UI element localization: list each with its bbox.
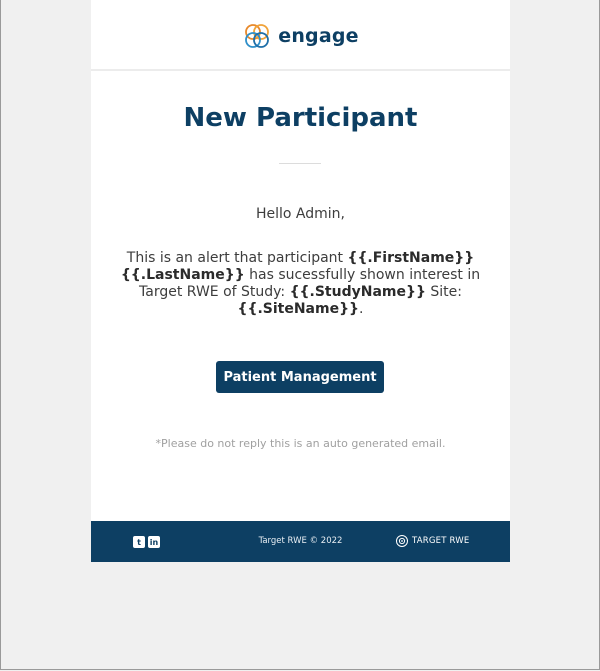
copyright-text: Target RWE © 2022 — [258, 536, 343, 546]
target-rwe-logo — [395, 534, 469, 548]
first-name-placeholder: {{.FirstName}} — [347, 250, 475, 266]
patient-management-button[interactable]: Patient Management — [216, 361, 384, 393]
brand-text: TARGET RWE — [412, 536, 470, 546]
email-header — [91, 0, 510, 71]
site-name-placeholder: {{.SiteName}} — [237, 301, 360, 317]
last-name-placeholder: {{.LastName}} — [120, 267, 245, 283]
email-card — [91, 0, 510, 562]
alert-text-part: Site: — [425, 284, 462, 300]
engage-logo-icon — [242, 21, 272, 51]
alert-text-part: This is an alert that participant — [126, 250, 348, 266]
alert-text-part: . — [359, 301, 364, 317]
title-divider — [279, 163, 321, 164]
page-title: New Participant — [183, 103, 418, 133]
study-name-placeholder: {{.StudyName}} — [289, 284, 426, 300]
email-footer — [91, 521, 510, 562]
greeting-text: Hello Admin, — [255, 206, 345, 222]
alert-text-part: has sucessfully shown interest in Target RWE of Study: — [139, 267, 481, 300]
alert-message — [101, 250, 500, 318]
twitter-icon[interactable]: t — [133, 536, 145, 548]
target-rwe-logo-icon — [395, 534, 409, 548]
linkedin-icon[interactable]: in — [149, 537, 159, 547]
logo-text: engage — [278, 24, 359, 47]
engage-logo — [242, 21, 359, 51]
disclaimer-text: *Please do not reply this is an auto generated email. — [155, 437, 446, 450]
